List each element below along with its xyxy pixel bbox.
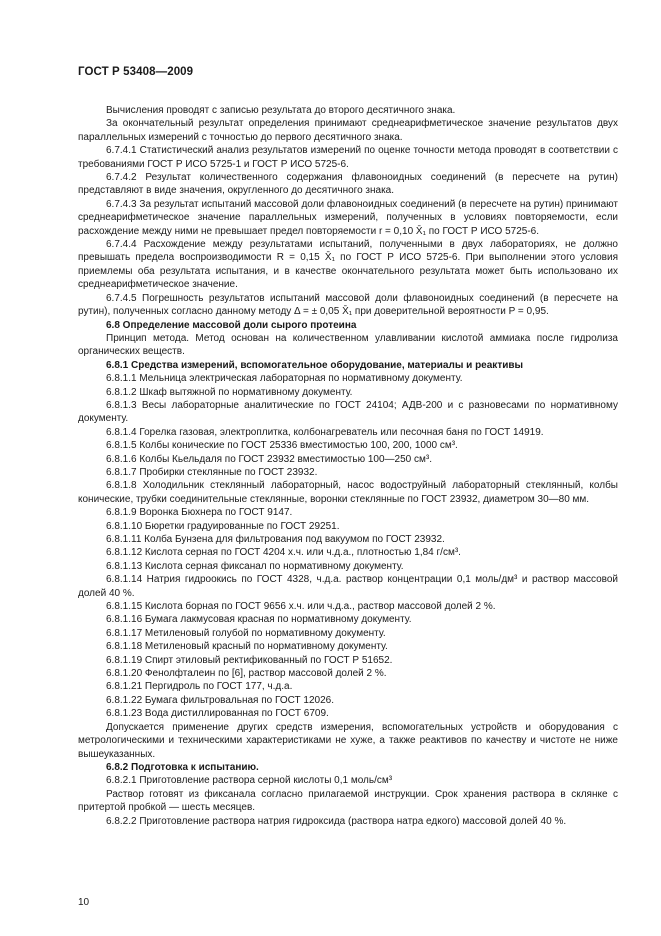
paragraph: 6.8.2.1 Приготовление раствора серной кислоты 0,1 моль/см³	[106, 775, 393, 787]
list-item: 6.8.1.14 Натрия гидроокись по ГОСТ 4328, ч.д.а. раствор концентрации 0,1 моль/дм³ и раствор массовой долей 40 %.	[78, 574, 618, 599]
document-body	[78, 104, 618, 828]
list-item: 6.8.1.22 Бумага фильтровальная по ГОСТ 12026.	[106, 694, 334, 706]
list-item: 6.8.1.20 Фенолфталеин по [6], раствор массовой долей 2 %.	[106, 668, 387, 680]
list-item: 6.8.1.19 Спирт этиловый ректификованный по ГОСТ Р 51652.	[106, 654, 393, 666]
paragraph: Допускается применение других средств измерения, вспомогательных устройств и оборудования с метрологическими и техническими характеристиками не хуже, а также реактивов по качеству и чистоте не ниже вышеуказанных.	[78, 721, 618, 760]
paragraph: Раствор готовят из фиксанала согласно прилагаемой инструкции. Срок хранения раствора в склянке с притертой пробкой — шесть месяцев.	[78, 788, 618, 814]
list-item: 6.8.1.23 Вода дистиллированная по ГОСТ 6709.	[106, 708, 329, 720]
subsection-heading: 6.8.2 Подготовка к испытанию.	[106, 761, 259, 773]
list-item: 6.8.1.5 Колбы конические по ГОСТ 25336 вместимостью 100, 200, 1000 см³.	[106, 440, 458, 452]
section-heading: 6.8 Определение массовой доли сырого протеина	[106, 319, 357, 331]
list-item: 6.8.1.6 Колбы Кьельдаля по ГОСТ 23932 вместимостью 100—250 см³.	[106, 453, 432, 465]
list-item: 6.8.1.15 Кислота борная по ГОСТ 9656 х.ч. или ч.д.а., раствор массовой долей 2 %.	[106, 601, 496, 613]
list-item: 6.8.1.11 Колба Бунзена для фильтрования под вакуумом по ГОСТ 23932.	[106, 534, 445, 545]
list-item: 6.8.1.10 Бюретки градуированные по ГОСТ 29251.	[106, 520, 340, 532]
standard-header: ГОСТ Р 53408—2009	[78, 66, 194, 78]
list-item: 6.8.1.1 Мельница электрическая лабораторная по нормативному документу.	[106, 373, 463, 385]
paragraph: 6.7.4.4 Расхождение между результатами испытаний, полученными в двух лабораториях, не должно превышать предела воспроизводимости R = 0,15 X̄₁ по ГОСТ Р ИСО 5725-6. При выполнении этого условия приемлемы оба результата испытания, и в качестве окончательного результата может быть использовано их среднеарифметическое значение.	[78, 239, 618, 291]
list-item: 6.8.1.21 Пергидроль по ГОСТ 177, ч.д.а.	[106, 681, 293, 693]
list-item: 6.8.1.9 Воронка Бюхнера по ГОСТ 9147.	[106, 507, 293, 519]
paragraph: 6.7.4.3 За результат испытаний массовой доли флавоноидных соединений (в пересчете на рутин) принимают среднеарифметическое значение параллельных измерений, полученных в условиях повторяемости, если расхождение между ними не превышает предел повторяемости r = 0,10 X̄₁ по ГОСТ Р ИСО 5725-6.	[78, 198, 618, 237]
list-item: 6.8.1.2 Шкаф вытяжной по нормативному документу.	[106, 386, 353, 398]
paragraph: 6.7.4.2 Результат количественного содержания флавоноидных соединений (в пересчете на рутин) представляют в виде значения, округленного до десятичного знака.	[78, 172, 618, 197]
list-item: 6.8.1.4 Горелка газовая, электроплитка, колбонагреватель или песочная баня по ГОСТ 14919.	[106, 426, 544, 438]
paragraph: За окончательный результат определения принимают среднеарифметическое значение результатов двух параллельных измерений с точностью до первого десятичного знака.	[78, 118, 618, 143]
list-item: 6.8.1.17 Метиленовый голубой по нормативному документу.	[106, 627, 386, 639]
list-item: 6.8.1.13 Кислота серная фиксанал по нормативному документу.	[106, 560, 404, 572]
list-item: 6.8.1.3 Весы лабораторные аналитические по ГОСТ 24104; АДВ-200 и с разновесами по нормативному документу.	[78, 399, 618, 425]
list-item: 6.8.1.18 Метиленовый красный по нормативному документу.	[106, 641, 388, 653]
list-item: 6.8.1.16 Бумага лакмусовая красная по нормативному документу.	[106, 614, 412, 626]
list-item: 6.8.1.8 Холодильник стеклянный лабораторный, насос водоструйный лабораторный стеклянный, колбы конические, трубки соединительные стеклянные, воронки стеклянные по ГОСТ 23932, диаметром 30—80 мм.	[78, 480, 618, 505]
list-item: 6.8.1.12 Кислота серная по ГОСТ 4204 х.ч. или ч.д.а., плотностью 1,84 г/см³.	[106, 547, 461, 559]
paragraph: 6.7.4.1 Статистический анализ результатов измерений по оценке точности метода проводят в соответствии с требованиями ГОСТ Р ИСО 5725-1 и ГОСТ Р ИСО 5725-6.	[78, 145, 618, 170]
page-number: 10	[78, 897, 90, 908]
subsection-heading: 6.8.1 Средства измерений, вспомогательное оборудование, материалы и реактивы	[106, 359, 524, 371]
paragraph: Вычисления проводят с записью результата до второго десятичного знака.	[106, 105, 456, 116]
paragraph: 6.7.4.5 Погрешность результатов испытаний массовой доли флавоноидных соединений (в пересчете на рутин), полученных согласно данному методу Δ = ± 0,05 X̄₁ при доверительной вероятности P = 0,95.	[78, 292, 618, 318]
list-item: 6.8.1.7 Пробирки стеклянные по ГОСТ 23932.	[106, 466, 318, 478]
paragraph: Принцип метода. Метод основан на количественном улавливании кислотой аммиака после гидролиза органических веществ.	[78, 332, 618, 358]
paragraph: 6.8.2.2 Приготовление раствора натрия гидроксида (раствора натра едкого) массовой долей 40 %.	[106, 815, 567, 827]
